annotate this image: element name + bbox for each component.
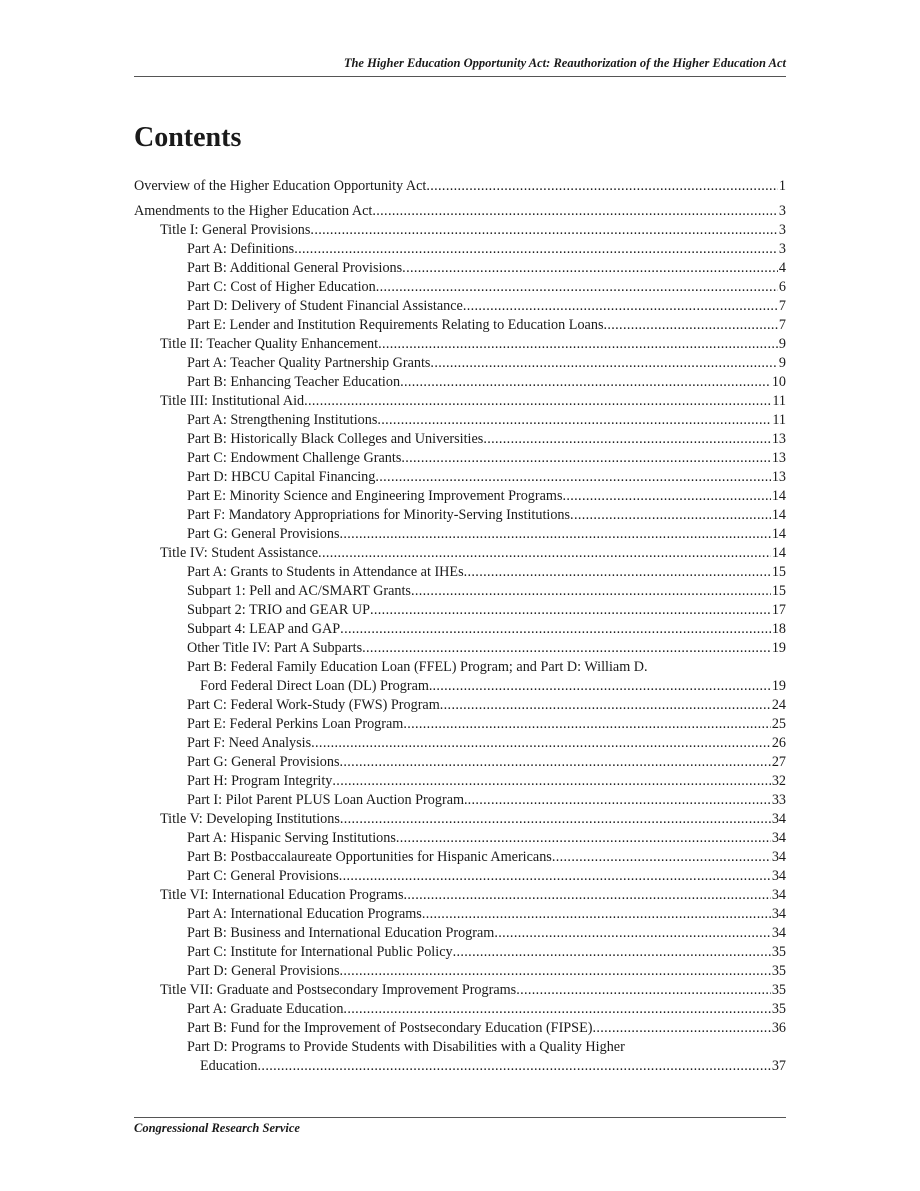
toc-page-number: 14 [771,526,786,542]
toc-page-number: 34 [771,887,786,903]
toc-page-number: 19 [771,678,786,694]
toc-entry[interactable] [134,696,786,715]
toc-entry[interactable] [134,335,786,354]
toc-page-number: 7 [778,298,786,314]
toc-page-number: 18 [771,621,786,637]
toc-entry-label: Part B: Additional General Provisions [187,260,403,276]
toc-page-number: 15 [771,583,786,599]
page-title: Contents [134,122,242,153]
toc-entry[interactable] [134,867,786,886]
toc-entry-label: Part A: Definitions [187,241,295,257]
dot-leader [483,430,771,449]
toc-entry[interactable] [134,430,786,449]
toc-entry[interactable] [134,601,786,620]
toc-page-number: 3 [778,241,786,257]
dot-leader [422,905,771,924]
toc-entry[interactable] [134,259,786,278]
toc-entry-label: Part B: Historically Black Colleges and Universities [187,431,484,447]
toc-entry-label: Part D: General Provisions [187,963,340,979]
toc-page-number: 25 [771,716,786,732]
toc-entry-label: Part A: Strengthening Institutions [187,412,378,428]
dot-leader [411,582,771,601]
toc-page-number: 37 [771,1058,786,1074]
toc-entry-label: Part B: Enhancing Teacher Education [187,374,401,390]
toc-entry-label: Part B: Business and International Education Program [187,925,495,941]
dot-leader [376,278,778,297]
toc-entry-label: Part C: Institute for International Public Policy [187,944,453,960]
dot-leader [258,1057,771,1076]
toc-entry-label-continued: Ford Federal Direct Loan (DL) Program. [200,678,433,694]
toc-page-number: 33 [771,792,786,808]
toc-page-number: 35 [771,963,786,979]
toc-entry[interactable] [134,715,786,734]
toc-entry[interactable] [134,373,786,392]
dot-leader [516,981,771,1000]
toc-entry[interactable] [134,278,786,297]
toc-entry[interactable] [134,924,786,943]
toc-entry-label: Part C: Federal Work-Study (FWS) Program [187,697,440,713]
toc-entry[interactable] [134,734,786,753]
toc-entry[interactable] [134,297,786,316]
toc-entry-label: Part C: Cost of Higher Education [187,279,376,295]
toc-entry-label: Part B: Federal Family Education Loan (FFEL) Program; and Part D: William D. [187,659,648,675]
toc-entry-label: Title IV: Student Assistance [160,545,319,561]
dot-leader [294,240,778,259]
toc-entry[interactable] [134,354,786,373]
dot-leader [562,487,770,506]
toc-entry[interactable] [134,221,786,240]
toc-page-number: 34 [771,811,786,827]
dot-leader [453,943,771,962]
toc-entry[interactable] [134,202,786,221]
toc-entry-label: Part D: Programs to Provide Students with Disabilities with a Quality Higher [187,1039,625,1055]
dot-leader [603,316,777,335]
toc-entry-label: Part E: Federal Perkins Loan Program [187,716,404,732]
toc-entry[interactable] [134,316,786,335]
toc-entry-label: Part A: Hispanic Serving Institutions [187,830,396,846]
toc-entry-label: Part C: General Provisions [187,868,339,884]
toc-entry-label: Part D: HBCU Capital Financing [187,469,376,485]
toc-entry[interactable] [134,791,786,810]
dot-leader [370,601,771,620]
toc-entry-label: Part H: Program Integrity [187,773,333,789]
toc-entry[interactable] [134,449,786,468]
toc-entry[interactable] [134,772,786,791]
dot-leader [463,297,778,316]
toc-page-number: 11 [772,393,786,409]
toc-entry-label: Part A: Teacher Quality Partnership Grants [187,355,431,371]
dot-leader [432,677,770,696]
toc-entry-label: Other Title IV: Part A Subparts [187,640,363,656]
toc-entry-label: Part D: Delivery of Student Financial Assistance [187,298,463,314]
dot-leader [440,696,771,715]
toc-page-number: 3 [778,222,786,238]
toc-page-number: 13 [771,469,786,485]
toc-entry-label: Part E: Minority Science and Engineering Improvement Programs [187,488,563,504]
toc-entry-continuation[interactable] [134,1057,786,1076]
dot-leader [340,810,771,829]
toc-page-number: 9 [778,355,786,371]
toc-entry-label: Part B: Postbaccalaureate Opportunities for Hispanic Americans [187,849,552,865]
toc-page-number: 35 [771,1001,786,1017]
toc-entry[interactable] [134,639,786,658]
toc-entry[interactable] [134,1000,786,1019]
toc-entry[interactable] [134,468,786,487]
dot-leader [343,1000,770,1019]
toc-page-number: 14 [771,507,786,523]
dot-leader [426,177,778,196]
dot-leader [570,506,771,525]
dot-leader [552,848,771,867]
page-footer: Congressional Research Service [134,1117,786,1136]
running-header: The Higher Education Opportunity Act: Reauthorization of the Higher Education Act [134,56,786,77]
toc-page-number: 11 [772,412,786,428]
toc-page-number: 7 [778,317,786,333]
dot-leader [310,221,777,240]
toc-entry[interactable] [134,487,786,506]
toc-page-number: 34 [771,830,786,846]
dot-leader [396,829,771,848]
toc-entry[interactable] [134,544,786,563]
toc-page-number: 17 [771,602,786,618]
toc-entry[interactable] [134,563,786,582]
toc-entry[interactable] [134,240,786,259]
toc-entry[interactable] [134,411,786,430]
dot-leader [372,202,778,221]
dot-leader [430,354,777,373]
dot-leader [464,563,771,582]
toc-entry[interactable] [134,177,786,196]
toc-page-number: 34 [771,925,786,941]
dot-leader [403,715,771,734]
dot-leader [400,373,771,392]
toc-page-number: 26 [771,735,786,751]
toc-page-number: 34 [771,868,786,884]
toc-entry-continuation[interactable] [134,677,786,696]
dot-leader [340,620,771,639]
toc-entry-label: Part I: Pilot Parent PLUS Loan Auction Program. [187,792,468,808]
toc-entry-label: Title V: Developing Institutions [160,811,340,827]
toc-entry-label: Subpart 4: LEAP and GAP [187,621,341,637]
toc-entry[interactable] [134,962,786,981]
toc-entry[interactable] [134,981,786,1000]
toc-entry-label: Title I: General Provisions [160,222,311,238]
toc-entry[interactable] [134,658,786,677]
toc-entry[interactable] [134,620,786,639]
toc-page-number: 34 [771,849,786,865]
toc-page-number: 35 [771,982,786,998]
toc-entry-label: Part A: Grants to Students in Attendance at IHEs [187,564,464,580]
toc-entry[interactable] [134,810,786,829]
toc-page-number: 13 [771,431,786,447]
toc-page-number: 34 [771,906,786,922]
toc-entry[interactable] [134,1038,786,1057]
dot-leader [340,525,771,544]
toc-page-number: 10 [771,374,786,390]
dot-leader [362,639,771,658]
toc-page-number: 32 [771,773,786,789]
dot-leader [402,259,778,278]
toc-page-number: 6 [778,279,786,295]
table-of-contents [134,177,786,1076]
toc-entry-label: Part G: General Provisions [187,754,340,770]
toc-entry[interactable] [134,1019,786,1038]
dot-leader [377,411,771,430]
dot-leader [592,1019,770,1038]
toc-entry[interactable] [134,886,786,905]
dot-leader [375,468,770,487]
toc-page-number: 14 [771,545,786,561]
dot-leader [404,886,771,905]
toc-page-number: 3 [778,203,786,219]
dot-leader [340,962,771,981]
dot-leader [494,924,770,943]
toc-entry-label: Part E: Lender and Institution Requirements Relating to Education Loans [187,317,604,333]
toc-entry-label: Part F: Need Analysis [187,735,312,751]
toc-entry[interactable] [134,829,786,848]
dot-leader [468,791,771,810]
toc-entry-label: Subpart 2: TRIO and GEAR UP [187,602,370,618]
toc-entry-label: Part C: Endowment Challenge Grants [187,450,402,466]
dot-leader [332,772,770,791]
toc-page-number: 4 [778,260,786,276]
toc-entry[interactable] [134,753,786,772]
toc-page-number: 13 [771,450,786,466]
dot-leader [311,734,771,753]
dot-leader [304,392,771,411]
toc-entry-label: Title VI: International Education Programs [160,887,404,903]
toc-entry-label: Part A: Graduate Education [187,1001,344,1017]
toc-entry-label: Part F: Mandatory Appropriations for Minority-Serving Institutions [187,507,571,523]
toc-entry[interactable] [134,848,786,867]
dot-leader [401,449,770,468]
toc-entry[interactable] [134,525,786,544]
toc-page-number: 9 [778,336,786,352]
toc-entry-label: Part G: General Provisions [187,526,340,542]
toc-entry-label: Part A: International Education Programs [187,906,422,922]
toc-entry-label-continued: Education [200,1058,258,1074]
toc-page-number: 35 [771,944,786,960]
toc-entry[interactable] [134,943,786,962]
toc-entry-label: Amendments to the Higher Education Act [134,203,373,219]
toc-entry-label: Part B: Fund for the Improvement of Postsecondary Education (FIPSE) [187,1020,593,1036]
toc-entry-label: Title III: Institutional Aid [160,393,305,409]
toc-page-number: 27 [771,754,786,770]
toc-entry[interactable] [134,905,786,924]
dot-leader [318,544,771,563]
dot-leader [339,867,771,886]
toc-entry[interactable] [134,582,786,601]
toc-entry[interactable] [134,392,786,411]
toc-page-number: 1 [778,178,786,194]
toc-entry[interactable] [134,506,786,525]
toc-entry-label: Overview of the Higher Education Opportunity Act [134,178,427,194]
toc-page-number: 14 [771,488,786,504]
toc-entry-label: Subpart 1: Pell and AC/SMART Grants [187,583,411,599]
toc-page-number: 24 [771,697,786,713]
toc-page-number: 15 [771,564,786,580]
toc-entry-label: Title II: Teacher Quality Enhancement [160,336,379,352]
toc-page-number: 36 [771,1020,786,1036]
dot-leader [340,753,771,772]
toc-entry-label: Title VII: Graduate and Postsecondary Improvement Programs [160,982,517,998]
toc-page-number: 19 [771,640,786,656]
dot-leader [378,335,778,354]
